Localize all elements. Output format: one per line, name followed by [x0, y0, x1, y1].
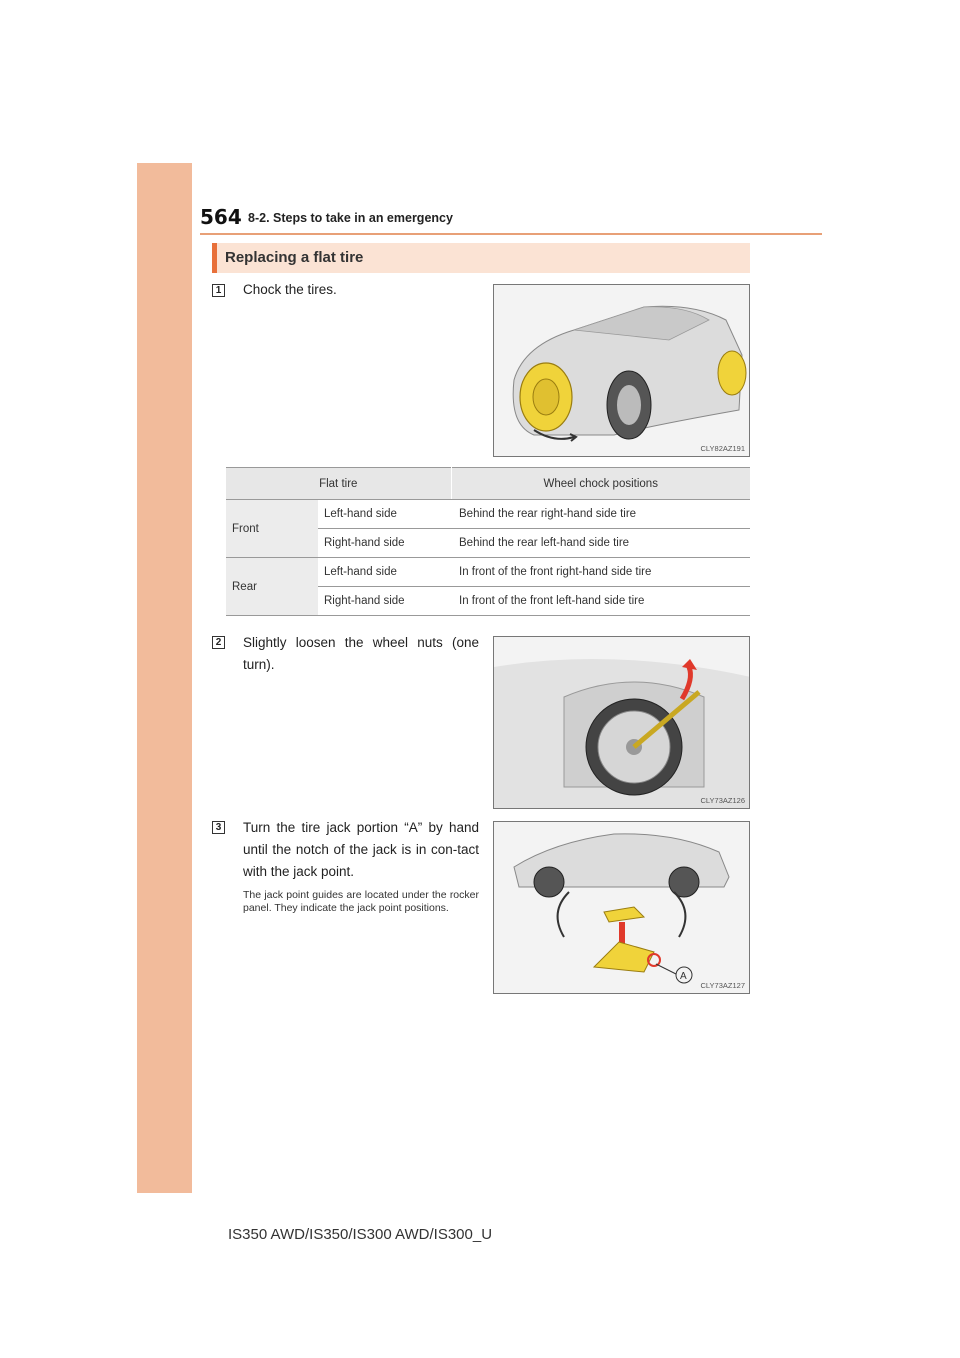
wheel-chock-table — [226, 467, 750, 616]
page-number: 564 — [200, 205, 242, 229]
step-2-text: Slightly loosen the wheel nuts (one turn). — [243, 635, 479, 672]
side-cell: Right-hand side — [318, 529, 451, 558]
figure-code: CLY73AZ127 — [700, 981, 745, 990]
step-1-badge: 1 — [212, 284, 225, 297]
table-row — [226, 558, 750, 587]
header-rule — [200, 233, 822, 235]
figure-code: CLY82AZ191 — [700, 444, 745, 453]
header-flat-tire: Flat tire — [226, 468, 451, 500]
figure-chock-tires — [493, 284, 750, 457]
figure-loosen-nuts — [493, 636, 750, 809]
side-cell: Left-hand side — [318, 558, 451, 587]
wheel-nut-illustration — [494, 637, 750, 809]
topic-title: Replacing a flat tire — [225, 249, 364, 266]
step-3-badge: 3 — [212, 821, 225, 834]
position-cell: Behind the rear right-hand side tire — [451, 500, 750, 529]
portion-a-label: A — [680, 971, 687, 982]
step-1-text: Chock the tires. — [243, 282, 337, 297]
topic-banner — [212, 243, 750, 273]
step-3-text: Turn the tire jack portion “A” by hand until the notch of the jack is in con-tact with the jack point. — [243, 820, 479, 879]
group-front: Front — [226, 500, 318, 558]
jack-illustration — [494, 822, 750, 994]
car-chock-illustration — [494, 285, 750, 457]
figure-jack — [493, 821, 750, 994]
position-cell: Behind the rear left-hand side tire — [451, 529, 750, 558]
table-row — [226, 500, 750, 529]
position-cell: In front of the front left-hand side tire — [451, 587, 750, 616]
side-cell: Left-hand side — [318, 500, 451, 529]
step-2-badge: 2 — [212, 636, 225, 649]
header-chock-positions: Wheel chock positions — [451, 468, 750, 500]
chock-tire-icon — [718, 351, 746, 395]
step-3-note: The jack point guides are located under the rocker panel. They indicate the jack point positions. — [243, 889, 479, 914]
position-cell: In front of the front right-hand side tire — [451, 558, 750, 587]
section-title: 8-2. Steps to take in an emergency — [248, 211, 453, 225]
table-header-row — [226, 468, 750, 500]
sidebar-tab — [137, 163, 192, 1193]
group-rear: Rear — [226, 558, 318, 616]
figure-code: CLY73AZ126 — [700, 796, 745, 805]
footer-model: IS350 AWD/IS350/IS300 AWD/IS300_U — [228, 1226, 493, 1243]
side-cell: Right-hand side — [318, 587, 451, 616]
